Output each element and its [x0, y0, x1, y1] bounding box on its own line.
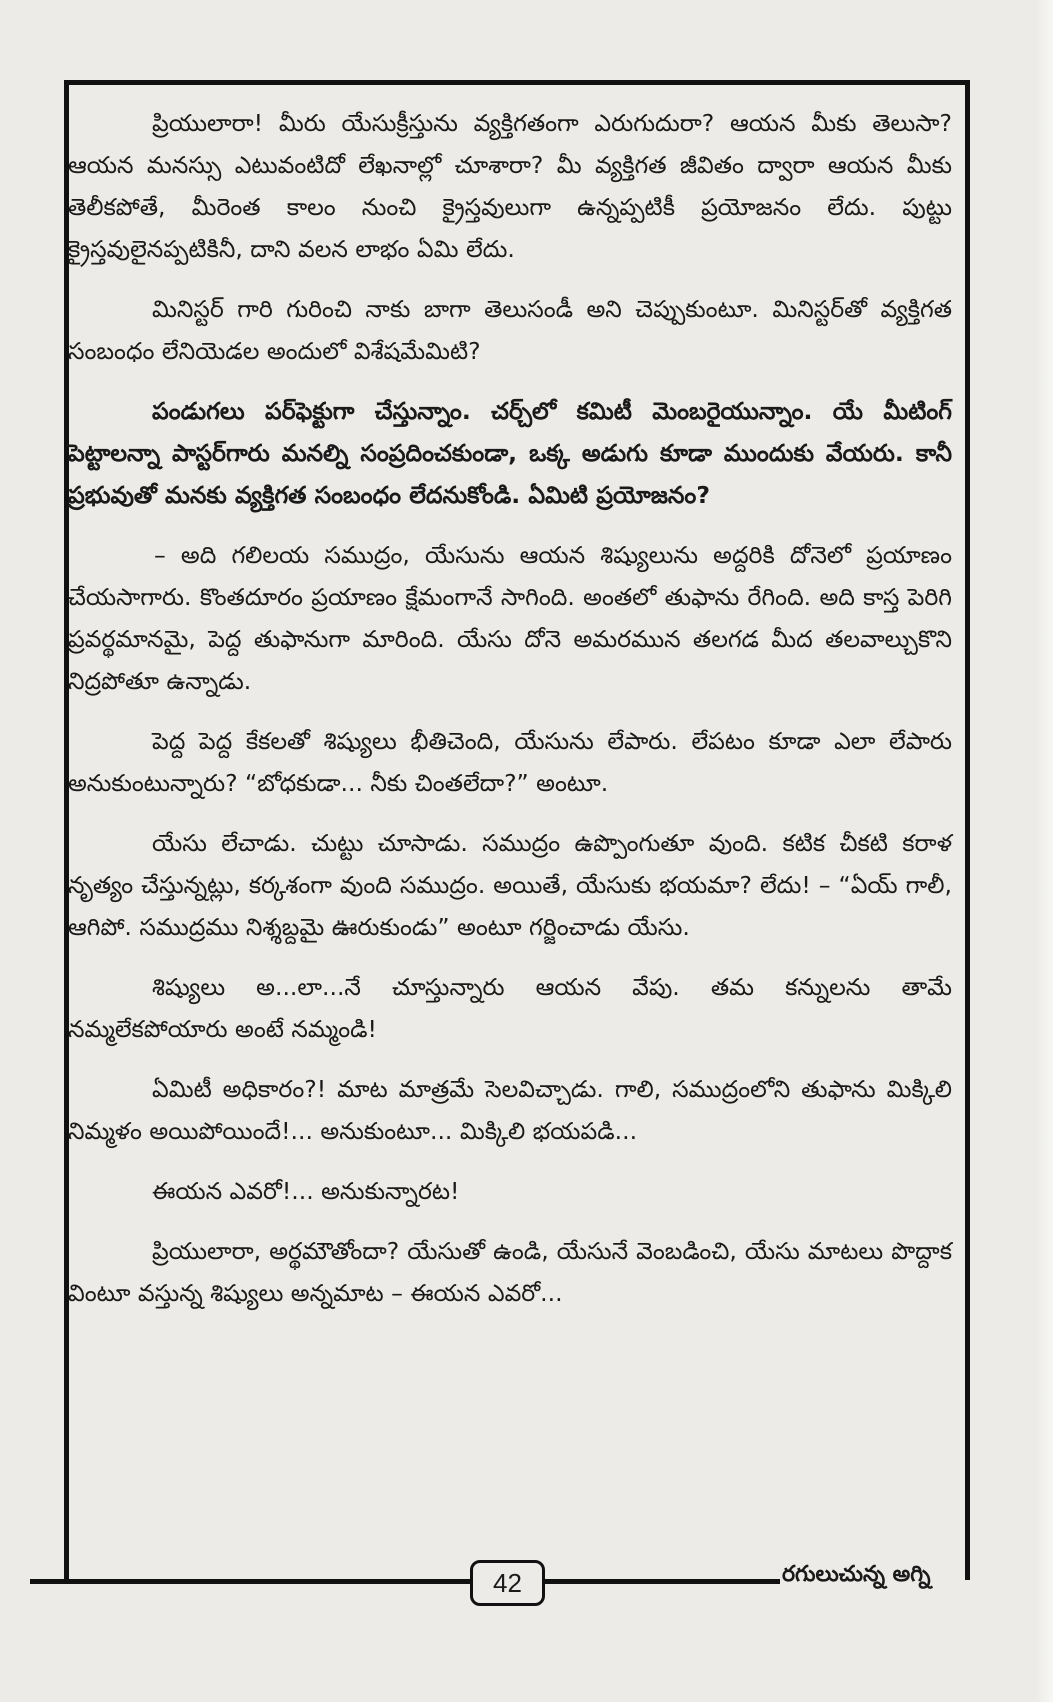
paragraph-1: ప్రియులారా! మీరు యేసుక్రీస్తును వ్యక్తిగతంగా ఎరుగుదురా? ఆయన మీకు తెలుసా? ఆయన మనస్సు ఎటువంటిదో లేఖనాల్లో చూశారా? మీ వ్యక్తిగత జీవితం ద్వారా ఆయన మీకు తెలీకపోతే, మీరెంత కాలం నుంచి క్రైస్తవులుగా ఉన్నప్పటికీ ప్రయోజనం లేదు. పుట్టు క్రైస్తవులైనప్పటికినీ, దాని వలన లాభం ఏమి లేదు.	[68, 109, 952, 263]
paragraph-2: మినిస్టర్ గారి గురించి నాకు బాగా తెలుసండీ అని చెప్పుకుంటూ. మినిస్టర్‌తో వ్యక్తిగత సంబంధం లేనియెడల అందులో విశేషమేమిటి?	[68, 295, 952, 365]
footer-rule-left	[30, 1579, 470, 1584]
page-edge	[1035, 0, 1053, 1702]
paragraph-5: పెద్ద పెద్ద కేకలతో శిష్యులు భీతిచెంది, యేసును లేపారు. లేపటం కూడా ఎలా లేపారు అనుకుంటున్నారు? “బోధకుడా... నీకు చింతలేదా?” అంటూ.	[68, 727, 952, 797]
paragraph-9: ఈయన ఎవరో!... అనుకున్నారట!	[152, 1177, 460, 1205]
paragraph-4: – అది గలిలయ సముద్రం, యేసును ఆయన శిష్యులును అద్దరికి దోనెలో ప్రయాణం చేయసాగారు. కొంతదూరం ప్రయాణం క్షేమంగానే సాగింది. అంతలో తుఫాను రేగింది. అది కాస్త పెరిగి ప్రవర్థమానమై, పెద్ద తుఫానుగా మారింది. యేసు దోనె అమరమున తలగడ మీద తలవాల్చుకొని నిద్రపోతూ ఉన్నాడు.	[68, 541, 952, 695]
page-body	[68, 102, 952, 1332]
paragraph-3: పండుగలు పర్‌ఫెక్టుగా చేస్తున్నాం. చర్చ్‌లో కమిటీ మెంబరైయున్నాం. యే మీటింగ్ పెట్టాలన్నా పాస్టర్‌గారు మనల్ని సంప్రదించకుండా, ఒక్క అడుగు కూడా ముందుకు వేయరు. కానీ ప్రభువుతో మనకు వ్యక్తిగత సంబంధం లేదనుకోండి. ఏమిటి ప్రయోజనం?	[68, 397, 952, 509]
page-number: 42	[470, 1560, 545, 1606]
paragraph-10: ప్రియులారా, అర్థమౌతోందా? యేసుతో ఉండి, యేసునే వెంబడించి, యేసు మాటలు పొద్దాక వింటూ వస్తున్న శిష్యులు అన్నమాట – ఈయన ఎవరో...	[68, 1237, 952, 1307]
paragraph-6: యేసు లేచాడు. చుట్టు చూసాడు. సముద్రం ఉప్పొంగుతూ వుంది. కటిక చీకటి కరాళ నృత్యం చేస్తున్నట్లు, కర్కశంగా వుంది సముద్రం. అయితే, యేసుకు భయమా? లేదు! – “ఏయ్ గాలీ, ఆగిపో. సముద్రము నిశ్శబ్దమై ఊరుకుండు” అంటూ గర్జించాడు యేసు.	[68, 829, 952, 941]
footer-rule-right	[545, 1579, 780, 1584]
paragraph-8: ఏమిటీ అధికారం?! మాట మాత్రమే సెలవిచ్చాడు. గాలి, సముద్రంలోని తుఫాను మిక్కిలి నిమ్మళం అయిపోయిందే!... అనుకుంటూ... మిక్కిలి భయపడి...	[68, 1075, 952, 1145]
paragraph-7: శిష్యులు అ...లా...నే చూస్తున్నారు ఆయన వేపు. తమ కన్నులను తామే నమ్మలేకపోయారు అంటే నమ్మండి!	[68, 973, 952, 1043]
running-book-title: రగులుచున్న అగ్ని	[782, 1562, 931, 1587]
